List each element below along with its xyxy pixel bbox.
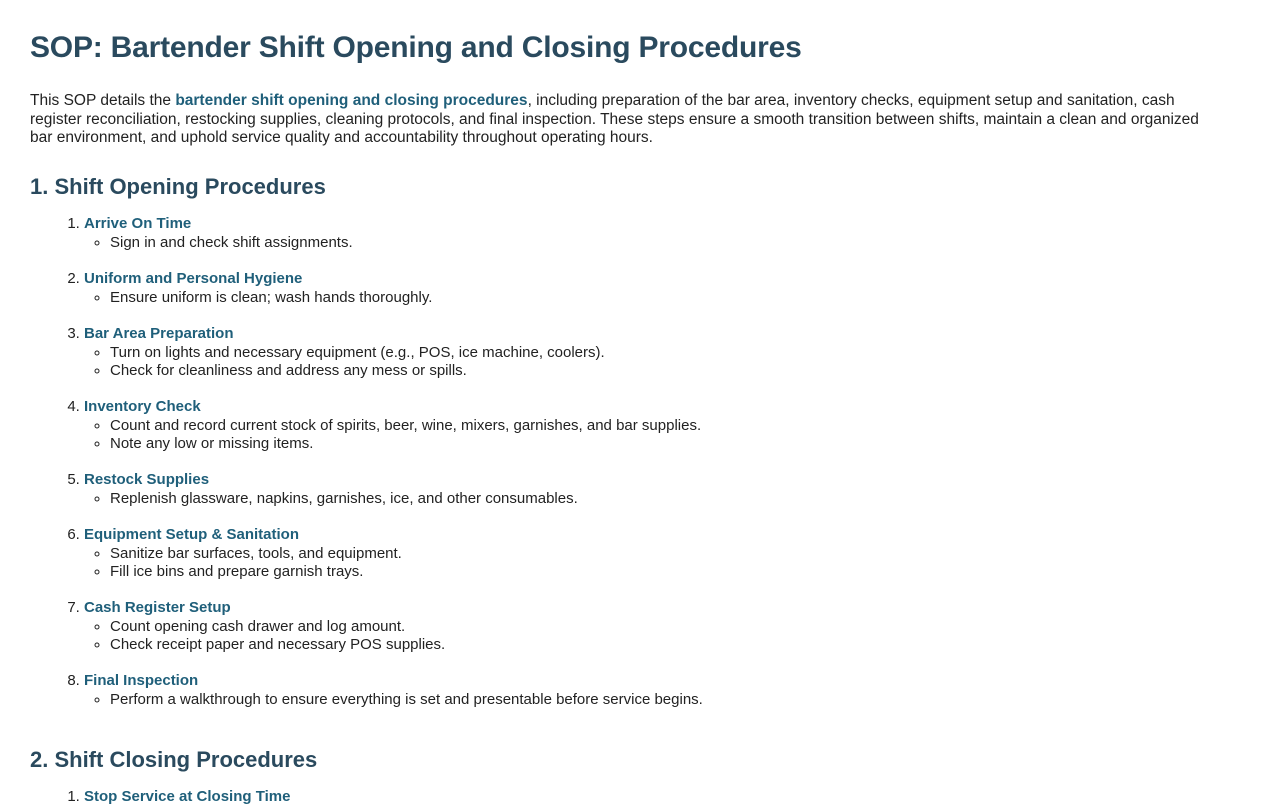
list-item: ◦ Count and record current stock of spirits, beer, wine, mixers, garnishes, and bar supplies.	[110, 417, 1233, 435]
substeps-list	[84, 417, 1233, 453]
list-item	[84, 214, 1233, 252]
step-title: Stop Service at Closing Time	[84, 788, 291, 806]
step-title: Final Inspection	[84, 671, 199, 689]
list-item	[84, 671, 1233, 709]
list-item: ◦ Sign in and check shift assignments.	[110, 234, 1233, 252]
intro-suffix: , including preparation of the bar area, inventory checks, equipment setup and sanitation, cash register reconciliation, restocking supplies, cleaning protocols, and final inspection. These steps ensure a smooth transition between shifts, maintain a clean and organized bar environment, and uphold service quality and accountability throughout operating hours.	[30, 92, 1199, 146]
substeps-list	[84, 344, 1233, 380]
intro-paragraph	[30, 92, 1220, 148]
list-item: ◦ Check receipt paper and necessary POS supplies.	[110, 636, 1233, 654]
page-title: SOP: Bartender Shift Opening and Closing Procedures	[30, 31, 802, 64]
step-title: Equipment Setup & Sanitation	[84, 525, 300, 543]
intro-prefix: This SOP details the	[30, 92, 176, 109]
list-item: ◦ Count opening cash drawer and log amount.	[110, 618, 1233, 636]
list-item	[84, 787, 1233, 806]
step-title: Restock Supplies	[84, 470, 210, 488]
list-item: ◦ Turn on lights and necessary equipment (e.g., POS, ice machine, coolers).	[110, 344, 1233, 362]
list-item: ◦ Replenish glassware, napkins, garnishes, ice, and other consumables.	[110, 490, 1233, 508]
substeps-list	[84, 289, 1233, 307]
list-item: ◦ Check for cleanliness and address any mess or spills.	[110, 362, 1233, 380]
substeps-list	[84, 618, 1233, 654]
list-item: ◦ Perform a walkthrough to ensure everything is set and presentable before service begins.	[110, 691, 1233, 709]
intro-lead-phrase: bartender shift opening and closing procedures	[175, 92, 528, 109]
substeps-list	[84, 545, 1233, 581]
step-title: Bar Area Preparation	[84, 324, 234, 342]
steps-list-section-1	[30, 214, 1233, 709]
list-item	[84, 470, 1233, 508]
section-heading-1: 1. Shift Opening Procedures	[30, 173, 326, 199]
list-item: ◦ Fill ice bins and prepare garnish trays.	[110, 563, 1233, 581]
substeps-list	[84, 691, 1233, 709]
list-item: ◦ Sanitize bar surfaces, tools, and equipment.	[110, 545, 1233, 563]
list-item	[84, 324, 1233, 380]
list-item	[84, 525, 1233, 581]
substeps-list	[84, 490, 1233, 508]
step-title: Inventory Check	[84, 397, 201, 415]
list-item: ◦ Note any low or missing items.	[110, 435, 1233, 453]
steps-list-section-2	[30, 787, 1233, 806]
list-item: ◦ Ensure uniform is clean; wash hands thoroughly.	[110, 289, 1233, 307]
section-heading-2: 2. Shift Closing Procedures	[30, 746, 318, 772]
substeps-list	[84, 234, 1233, 252]
step-title: Uniform and Personal Hygiene	[84, 269, 303, 287]
list-item	[84, 397, 1233, 453]
list-item	[84, 269, 1233, 307]
step-title: Cash Register Setup	[84, 598, 231, 616]
list-item	[84, 598, 1233, 654]
step-title: Arrive On Time	[84, 214, 192, 232]
